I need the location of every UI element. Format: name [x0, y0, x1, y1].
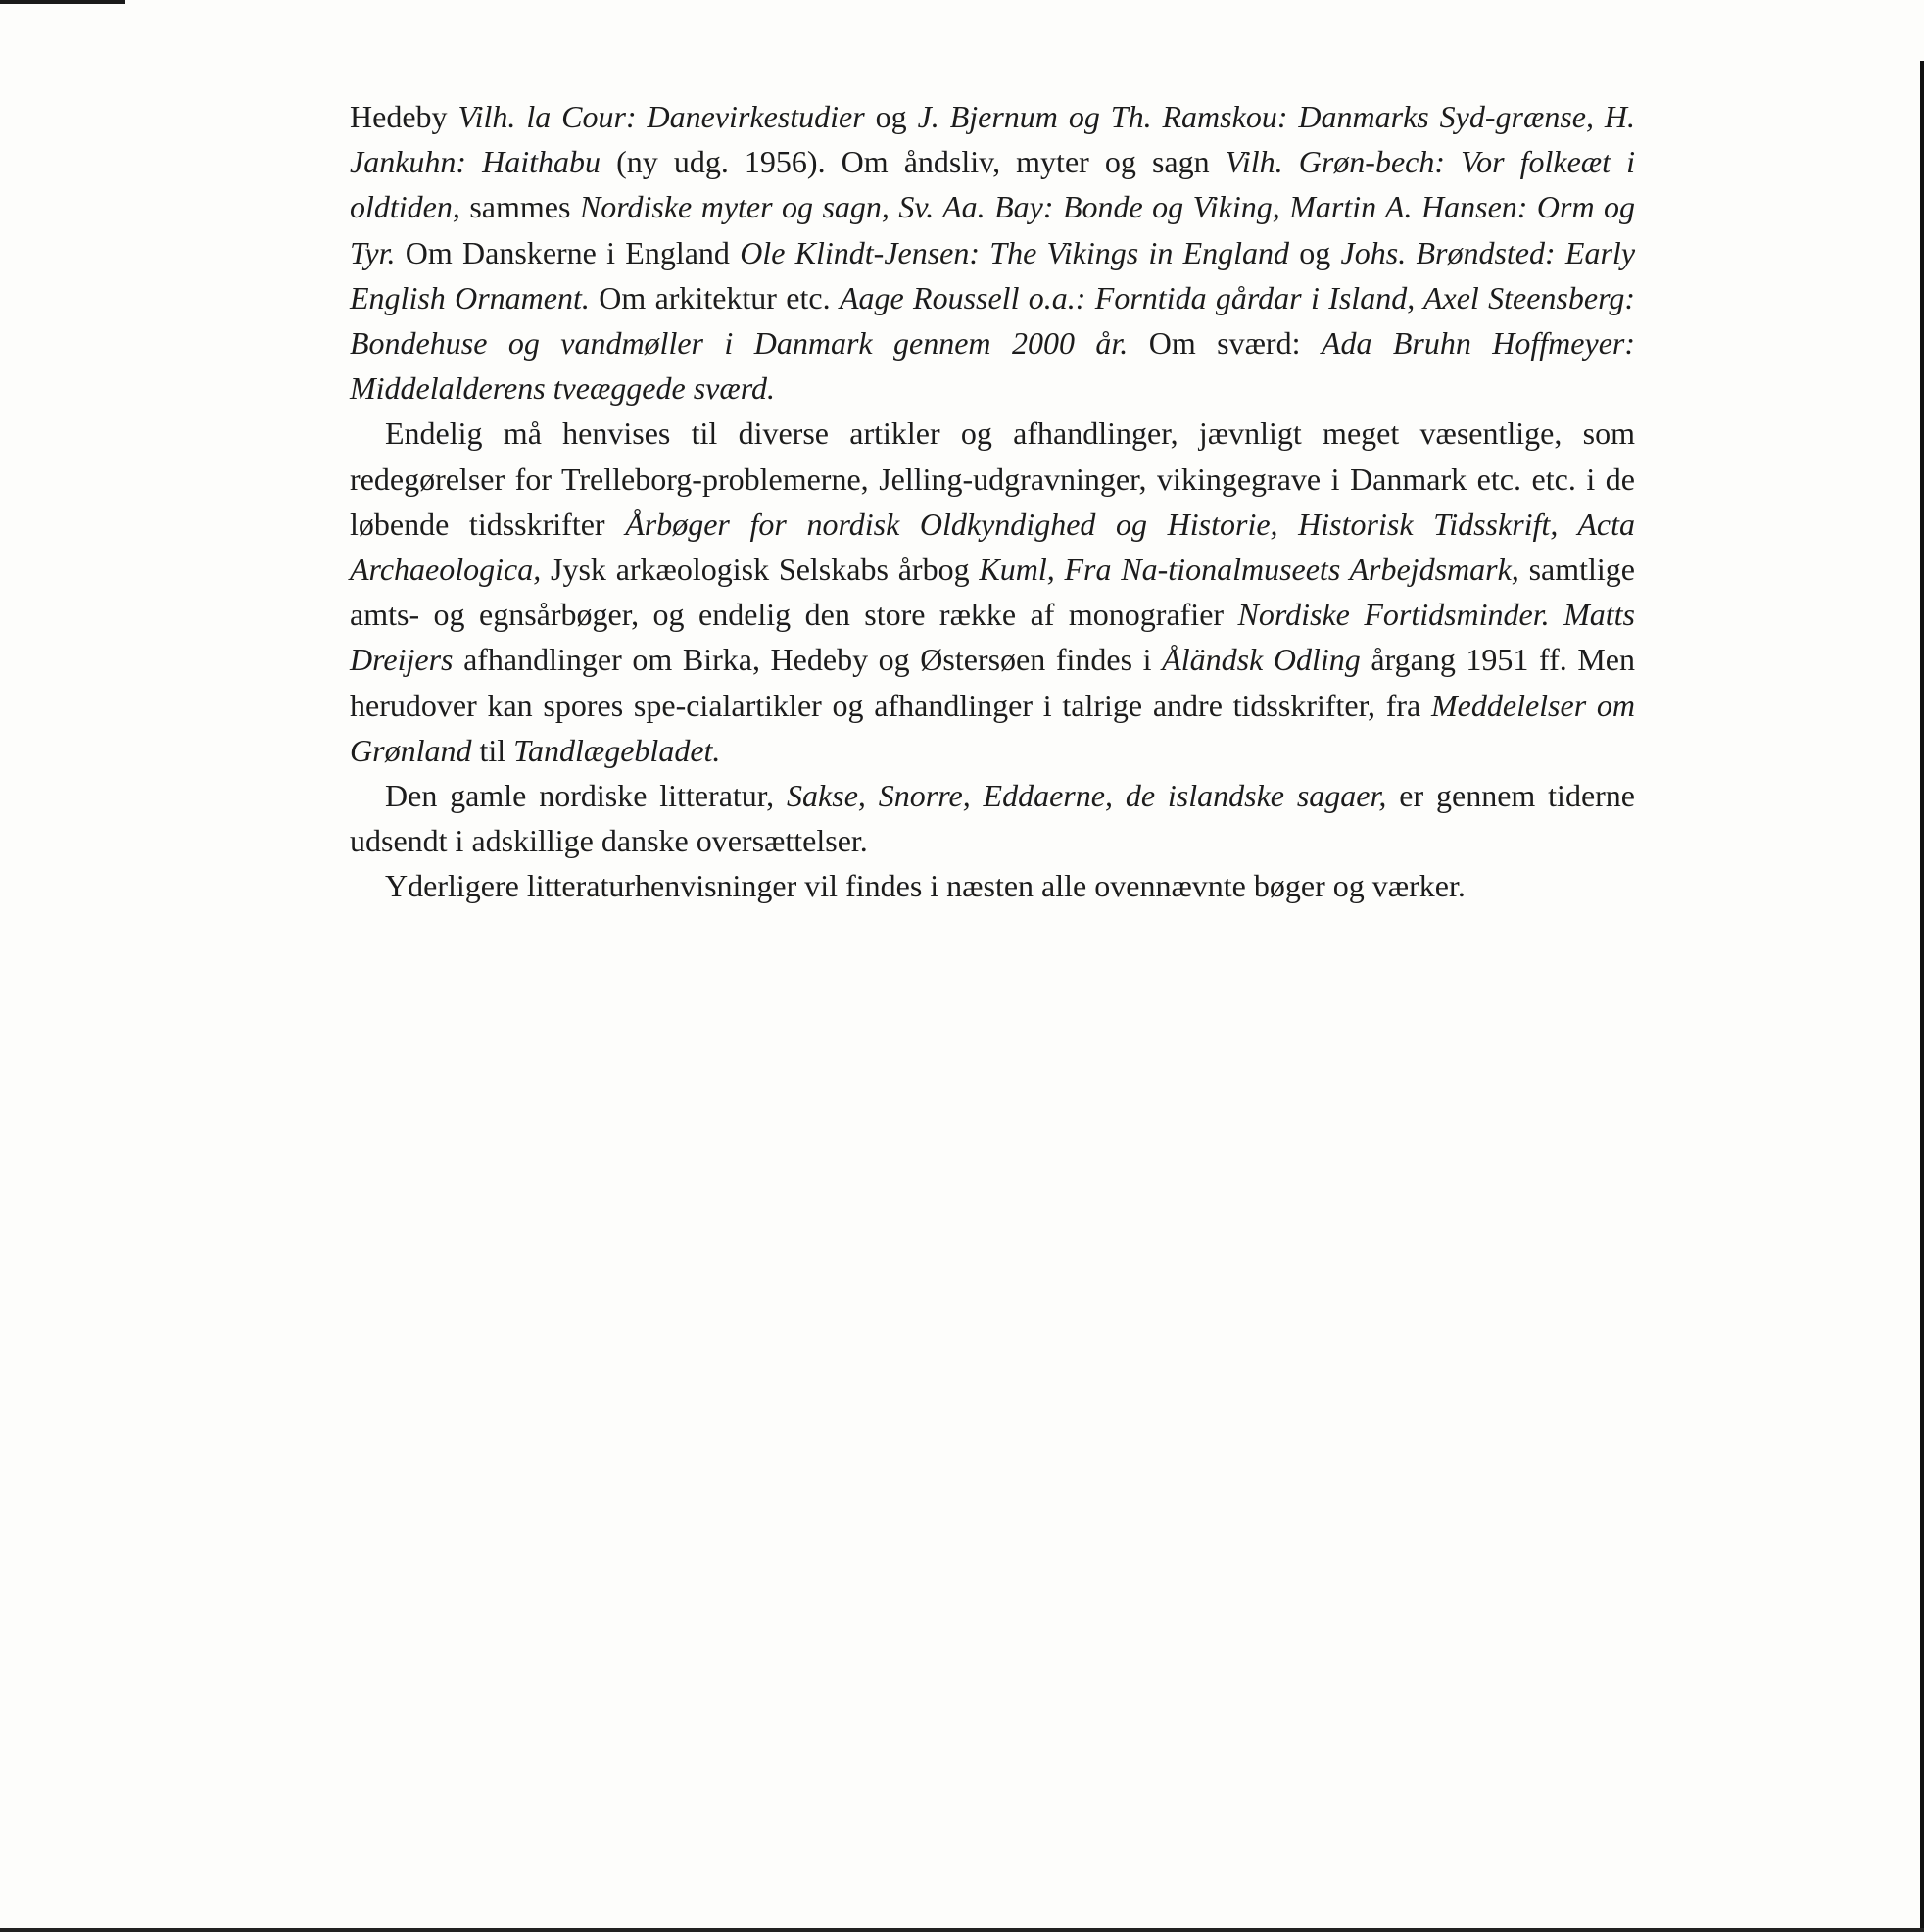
top-edge-rule: [0, 0, 125, 4]
italic-title-run: Aage Roussell o.a.: Forntida gårdar i Island, Axel Steensberg: Bondehuse og vandmøller i Danmark gennem 2000 år.: [350, 279, 1636, 362]
text-run: (ny udg. 1956). Om åndsliv, myter og sagn: [601, 144, 1226, 180]
text-run: afhandlinger om Birka, Hedeby og Østersøen findes i: [453, 642, 1163, 678]
text-run: Den gamle nordiske litteratur,: [385, 778, 788, 814]
italic-title-run: Vilh. la Cour: Danevirkestudier: [457, 99, 865, 134]
italic-title-run: Tandlægebladet.: [513, 732, 721, 768]
text-run: er gennem tiderne udsendt i adskillige danske oversættelser.: [350, 778, 1636, 859]
italic-title-run: J. Bjernum og Th. Ramskou: Danmarks Syd-grænse, H. Jankuhn: Haithabu: [350, 99, 1636, 180]
bottom-edge-rule: [0, 1928, 1924, 1932]
italic-title-run: Ole Klindt-Jensen: The Vikings in England: [740, 234, 1290, 270]
italic-title-run: Kuml, Fra Na-tionalmuseets Arbejdsmark,: [979, 552, 1519, 588]
italic-title-run: Johs. Brøndsted: Early English Ornament.: [350, 234, 1636, 315]
italic-title-run: Nordiske Fortidsminder. Matts Dreijers: [350, 597, 1636, 678]
text-run: Om Danskerne i England: [395, 234, 741, 270]
text-run: årgang 1951 ff. Men herudover kan spores spe-cialartikler og afhandlinger i talrige andre tidsskrifter, fra: [350, 642, 1636, 723]
text-run: Jysk arkæologisk Selskabs årbog: [541, 552, 980, 588]
text-run: og: [1289, 234, 1341, 270]
italic-title-run: Vilh. Grøn-bech: Vor folkeæt i oldtiden,: [350, 144, 1636, 225]
italic-title-run: Nordiske myter og sagn, Sv. Aa. Bay: Bonde og Viking, Martin A. Hansen: Orm og Tyr.: [350, 189, 1636, 270]
paragraph-old-norse-literature: [350, 773, 1635, 863]
italic-title-run: Ada Bruhn Hoffmeyer: Middelalderens tveæggede sværd.: [350, 325, 1636, 407]
text-run: Om sværd:: [1128, 325, 1322, 362]
text-run: til: [471, 732, 514, 768]
paragraph-journal-articles: [350, 411, 1635, 773]
bibliography-text: [350, 94, 1635, 909]
italic-title-run: Årbøger for nordisk Oldkyndighed og Historie, Historisk Tidsskrift, Acta Archaeologica,: [350, 506, 1636, 588]
text-run: samtlige amts- og egnsårbøger, og endelig den store række af monografier: [350, 552, 1636, 633]
text-run: sammes: [459, 189, 580, 225]
text-run: Hedeby: [350, 99, 458, 134]
right-edge-rule: [1920, 61, 1924, 1932]
paragraph-further-references: [350, 863, 1635, 908]
text-run: Om arkitektur etc.: [589, 279, 840, 315]
paragraph-continued-references: [350, 94, 1635, 411]
italic-title-run: Åländsk Odling: [1162, 642, 1361, 678]
italic-title-run: Sakse, Snorre, Eddaerne, de islandske sagaer,: [787, 778, 1387, 814]
text-run: Endelig må henvises til diverse artikler og afhandlinger, jævnligt meget væsentlige, som redegørelser for Trelleborg-problemerne, Jelling-udgravninger, vikingegrave i Danmark etc. etc. i de løbende tidsskrifter: [350, 415, 1635, 542]
text-run: og: [864, 99, 918, 134]
italic-title-run: Meddelelser om Grønland: [350, 687, 1636, 768]
text-run: Yderligere litteraturhenvisninger vil findes i næsten alle ovennævnte bøger og værker.: [385, 868, 1466, 904]
